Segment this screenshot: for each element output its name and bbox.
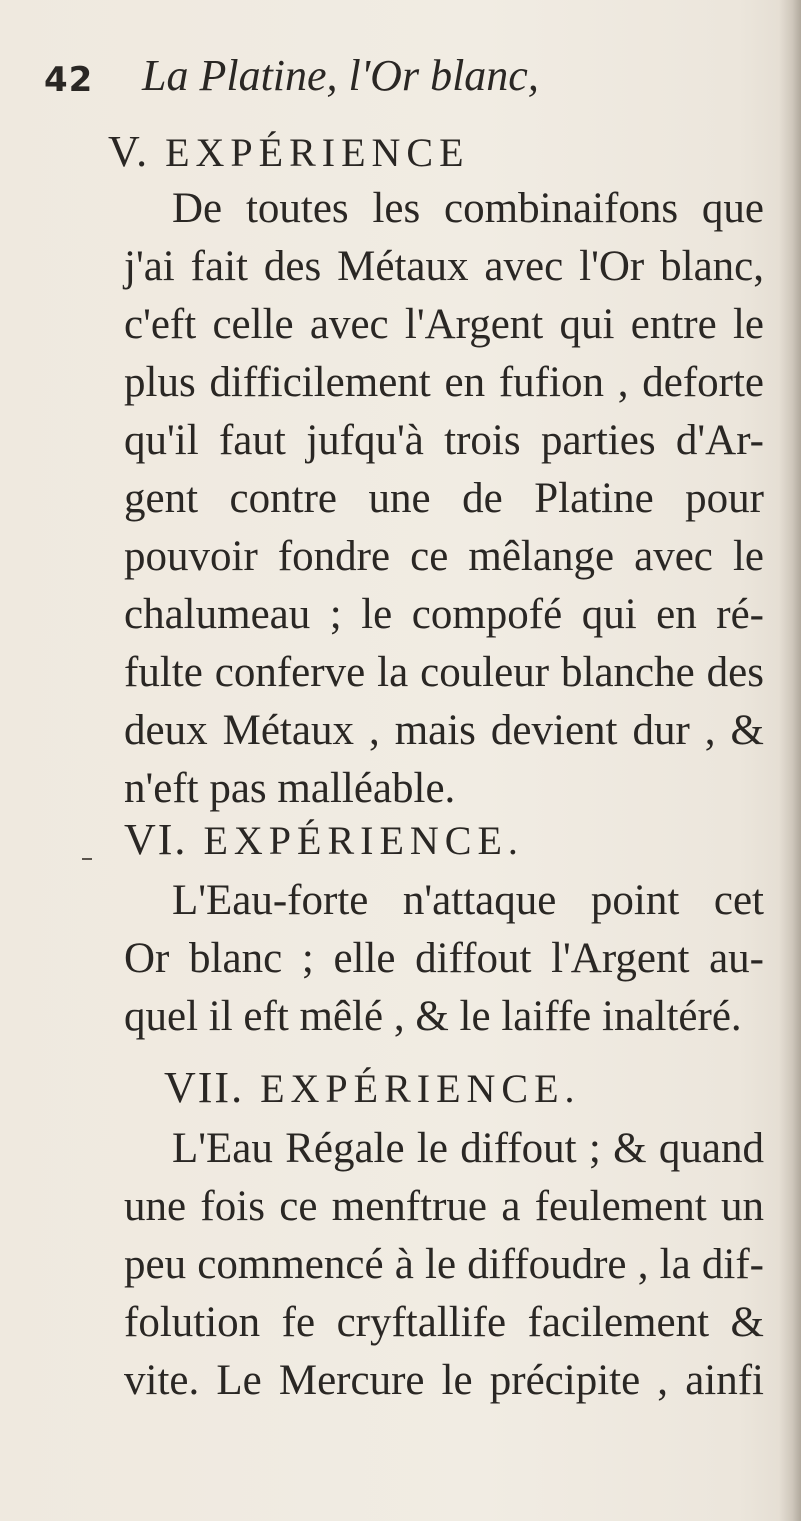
text-line: peu commencé à le diffoudre , la dif- [124,1241,764,1288]
text-line: c'eft celle avec l'Argent qui entre le [124,301,764,348]
section-title: EXPÉRIENCE [165,130,470,175]
section-heading-vi [124,814,524,865]
margin-mark [82,858,92,860]
text-line: n'eft pas malléable. [124,765,456,812]
running-header [44,50,744,102]
page-number: 42 [44,60,94,100]
paragraph-v [124,180,764,818]
text-line: qu'il faut jufqu'à trois parties d'Ar- [124,417,764,464]
section-number: V. [108,127,150,176]
section-number: VII. [164,1063,245,1112]
text-line: gent contre une de Platine pour [124,475,764,522]
text-line: folution fe cryftallife facilement & [124,1299,764,1346]
text-line: vite. Le Mercure le précipite , ainfi [124,1357,764,1404]
text-line: De toutes les combinaifons que [172,185,764,232]
text-line: pouvoir fondre ce mêlange avec le [124,533,764,580]
text-line: L'Eau-forte n'attaque point cet [172,877,764,924]
text-line: deux Métaux , mais devient dur , & [124,707,764,754]
text-line: une fois ce menftrue a feulement un [124,1183,764,1230]
section-title: EXPÉRIENCE. [203,818,524,863]
text-line: L'Eau Régale le diffout ; & quand [172,1125,764,1172]
text-line: chalumeau ; le compofé qui en ré- [124,591,764,638]
section-title: EXPÉRIENCE. [260,1066,581,1111]
text-line: plus difficilement en fufion , deforte [124,359,764,406]
paragraph-vii [124,1120,764,1410]
text-line: fulte conferve la couleur blanche des [124,649,764,696]
section-number: VI. [124,815,188,864]
page-edge-shadow [779,0,801,1521]
section-heading-v [108,126,470,177]
paragraph-vi [124,872,764,1046]
text-line: j'ai fait des Métaux avec l'Or blanc, [124,243,764,290]
text-line: quel il eft mêlé , & le laiffe inaltéré. [124,993,742,1040]
text-line: Or blanc ; elle diffout l'Argent au- [124,935,764,982]
section-heading-vii [164,1062,581,1113]
running-title: La Platine, l'Or blanc, [142,51,539,100]
